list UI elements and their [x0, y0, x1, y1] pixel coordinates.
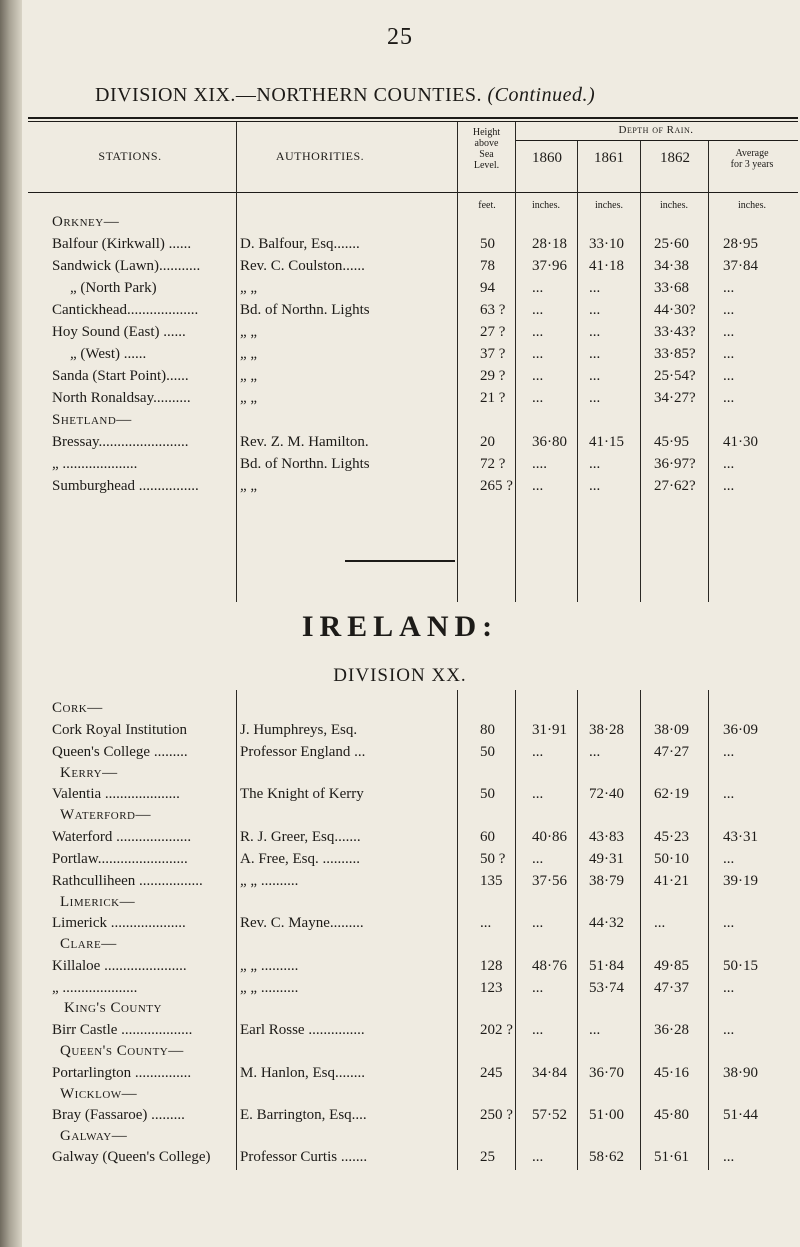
table-row: Limerick .................... Rev. C. Mayne......... ... ... 44·32 ... ... [52, 915, 735, 931]
header-depth-of-rain: Depth of Rain. [618, 124, 694, 136]
table-row: Valentia .................... The Knight of Kerry 50 ... 72·40 62·19 ... [52, 786, 735, 802]
ireland-title: IRELAND: [301, 610, 499, 643]
unit-inches-average: inches. [737, 200, 767, 211]
ireland-division: DIVISION XX. [333, 665, 467, 686]
header-average: Average for 3 years [730, 148, 774, 170]
table-row: Queen's College ......... Professor England ... 50 ... ... 47·27 ... [52, 744, 735, 760]
table-row: King's County [64, 1000, 162, 1016]
depth-underline [516, 140, 798, 141]
table-row: Waterford .................... R. J. Greer, Esq....... 60 40·86 43·83 45·23 43·31 [52, 829, 758, 845]
header-height: Height above Sea Level. [472, 127, 501, 171]
table-row: „ .................... Bd. of Northn. Lights 72 ? .... ... 36·97? ... [52, 456, 735, 472]
table-row: Birr Castle ................... Earl Rosse ............... 202 ? ... ... 36·28 ... [52, 1022, 735, 1038]
table-row: Orkney— [52, 214, 120, 230]
table-row: Bressay........................ Rev. Z. M. Hamilton. 20 36·80 41·15 45·95 41·30 [52, 434, 758, 450]
table-row: Rathculliheen ................. „ „ .......... 135 37·56 38·79 41·21 39·19 [52, 873, 758, 889]
table-row: Killaloe ...................... „ „ .......... 128 48·76 51·84 49·85 50·15 [52, 958, 758, 974]
division-title: DIVISION XIX.—NORTHERN COUNTIES. [95, 84, 482, 106]
table-row: Cork Royal Institution J. Humphreys, Esq. 80 31·91 38·28 38·09 36·09 [52, 722, 758, 738]
table-row: „ (North Park) „ „ 94 ... ... 33·68 ... [70, 280, 735, 296]
table-row: Queen's County— [60, 1043, 184, 1059]
table-row: Balfour (Kirkwall) ...... D. Balfour, Esq....... 50 28·18 33·10 25·60 28·95 [52, 236, 758, 252]
table-row: North Ronaldsay.......... „ „ 21 ? ... ... 34·27? ... [52, 390, 735, 406]
header-1861: 1861 [594, 150, 624, 166]
table-row: „ .................... „ „ .......... 123 ... 53·74 47·37 ... [52, 980, 735, 996]
table-row: Cork— [52, 700, 103, 716]
table-row: Limerick— [60, 894, 136, 910]
table-row: Clare— [60, 936, 117, 952]
table-row: Waterford— [60, 807, 151, 823]
table-row: Sandwick (Lawn)........... Rev. C. Coulston...... 78 37·96 41·18 34·38 37·84 [52, 258, 758, 274]
continued-note: (Continued.) [487, 84, 596, 106]
division-heading [95, 84, 595, 107]
header-bottom-rule [28, 192, 798, 193]
unit-inches-1862: inches. [659, 200, 689, 211]
table-row: Kerry— [60, 765, 118, 781]
table-row: Shetland— [52, 412, 132, 428]
table-row: Portlaw........................ A. Free, Esq. .......... 50 ? ... 49·31 50·10 ... [52, 851, 735, 867]
table-row: Bray (Fassaroe) ......... E. Barrington, Esq.... 250 ? 57·52 51·00 45·80 51·44 [52, 1107, 758, 1123]
table-row: Sumburghead ................ „ „ 265 ? ... ... 27·62? ... [52, 478, 735, 494]
table-row: Galway (Queen's College) Professor Curtis ....... 25 ... 58·62 51·61 ... [52, 1149, 735, 1165]
unit-feet: feet. [478, 200, 496, 211]
unit-inches-1860: inches. [531, 200, 561, 211]
table-row: Galway— [60, 1128, 128, 1144]
top-rule-thin [28, 121, 798, 122]
section-rule [345, 560, 455, 562]
table-row: Hoy Sound (East) ...... „ „ 27 ? ... ... 33·43? ... [52, 324, 735, 340]
table-row: Cantickhead................... Bd. of Northn. Lights 63 ? ... ... 44·30? ... [52, 302, 735, 318]
table-row: „ (West) ...... „ „ 37 ? ... ... 33·85? ... [70, 346, 735, 362]
header-1860: 1860 [532, 150, 562, 166]
page-number: 25 [387, 24, 413, 50]
top-rule-thick [28, 117, 798, 119]
header-1862: 1862 [660, 150, 690, 166]
table-row: Sanda (Start Point)...... „ „ 29 ? ... ... 25·54? ... [52, 368, 735, 384]
unit-inches-1861: inches. [594, 200, 624, 211]
table-row: Portarlington ............... M. Hanlon, Esq........ 245 34·84 36·70 45·16 38·90 [52, 1065, 758, 1081]
table-row: Wicklow— [60, 1086, 138, 1102]
header-authorities: AUTHORITIES. [275, 149, 365, 163]
header-stations: STATIONS. [98, 149, 162, 163]
